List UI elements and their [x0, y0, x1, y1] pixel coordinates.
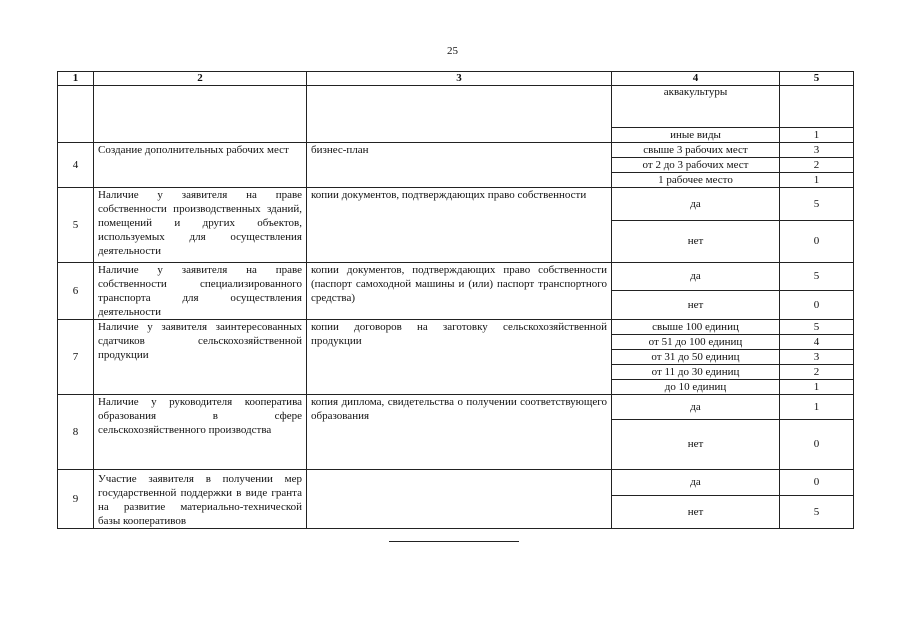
option-points: 2 — [780, 158, 854, 173]
option-label: да — [612, 470, 780, 496]
option-points: 1 — [780, 173, 854, 188]
column-header: 2 — [94, 72, 307, 86]
footnote-divider — [389, 541, 519, 542]
row-number: 9 — [58, 470, 94, 529]
table-row — [58, 470, 854, 496]
option-label: аквакультуры — [612, 86, 780, 128]
option-points: 0 — [780, 291, 854, 320]
row-number: 8 — [58, 395, 94, 470]
document-cell: копии договоров на заготовку сельскохозяйственной продукции — [307, 320, 612, 395]
option-points: 5 — [780, 496, 854, 529]
option-points: 5 — [780, 263, 854, 291]
option-label: нет — [612, 221, 780, 263]
option-points: 5 — [780, 320, 854, 335]
table-row — [58, 86, 854, 128]
table-row — [58, 143, 854, 158]
criterion-cell: Наличие у руководителя кооператива образования в сфере сельскохозяйственного производства — [94, 395, 307, 470]
row-number: 7 — [58, 320, 94, 395]
row-number: 6 — [58, 263, 94, 320]
document-cell — [307, 86, 612, 143]
option-label: да — [612, 263, 780, 291]
table-row — [58, 395, 854, 420]
criterion-cell: Участие заявителя в получении мер государственной поддержки в виде гранта на развитие материально-технической базы кооперативов — [94, 470, 307, 529]
table-row — [58, 188, 854, 221]
criterion-cell: Наличие у заявителя заинтересованных сдатчиков сельскохозяйственной продукции — [94, 320, 307, 395]
option-points: 1 — [780, 395, 854, 420]
column-header: 5 — [780, 72, 854, 86]
option-points: 3 — [780, 143, 854, 158]
option-label: от 51 до 100 единиц — [612, 335, 780, 350]
option-label: нет — [612, 420, 780, 470]
document-cell: бизнес-план — [307, 143, 612, 188]
table-row — [58, 263, 854, 291]
option-points: 2 — [780, 365, 854, 380]
option-points: 0 — [780, 420, 854, 470]
document-cell: копии документов, подтверждающих право собственности (паспорт самоходной машины и (или) паспорт транспортного средства) — [307, 263, 612, 320]
option-points: 1 — [780, 128, 854, 143]
criterion-cell — [94, 86, 307, 143]
option-label: нет — [612, 291, 780, 320]
criterion-cell: Наличие у заявителя на праве собственности специализированного транспорта для осуществления деятельности — [94, 263, 307, 320]
option-label: да — [612, 395, 780, 420]
option-points: 5 — [780, 188, 854, 221]
option-points: 1 — [780, 380, 854, 395]
page-number: 25 — [447, 45, 458, 57]
option-points: 3 — [780, 350, 854, 365]
document-cell: копии документов, подтверждающих право собственности — [307, 188, 612, 263]
row-number — [58, 86, 94, 143]
column-header: 3 — [307, 72, 612, 86]
option-points: 4 — [780, 335, 854, 350]
criterion-cell: Создание дополнительных рабочих мест — [94, 143, 307, 188]
option-label: от 11 до 30 единиц — [612, 365, 780, 380]
option-label: 1 рабочее место — [612, 173, 780, 188]
option-label: до 10 единиц — [612, 380, 780, 395]
option-label: от 2 до 3 рабочих мест — [612, 158, 780, 173]
table-row — [58, 320, 854, 335]
column-header: 4 — [612, 72, 780, 86]
row-number: 4 — [58, 143, 94, 188]
row-number: 5 — [58, 188, 94, 263]
option-points: 0 — [780, 470, 854, 496]
option-points: 0 — [780, 221, 854, 263]
option-label: да — [612, 188, 780, 221]
option-label: нет — [612, 496, 780, 529]
document-cell: копия диплома, свидетельства о получении соответствующего образования — [307, 395, 612, 470]
table-header-row — [58, 72, 854, 86]
option-label: свыше 3 рабочих мест — [612, 143, 780, 158]
criteria-table — [57, 71, 854, 529]
column-header: 1 — [58, 72, 94, 86]
option-label: иные виды — [612, 128, 780, 143]
option-label: от 31 до 50 единиц — [612, 350, 780, 365]
document-cell — [307, 470, 612, 529]
criterion-cell: Наличие у заявителя на праве собственности производственных зданий, помещений и других объектов, используемых для осуществления деятельности — [94, 188, 307, 263]
option-points — [780, 86, 854, 128]
option-label: свыше 100 единиц — [612, 320, 780, 335]
